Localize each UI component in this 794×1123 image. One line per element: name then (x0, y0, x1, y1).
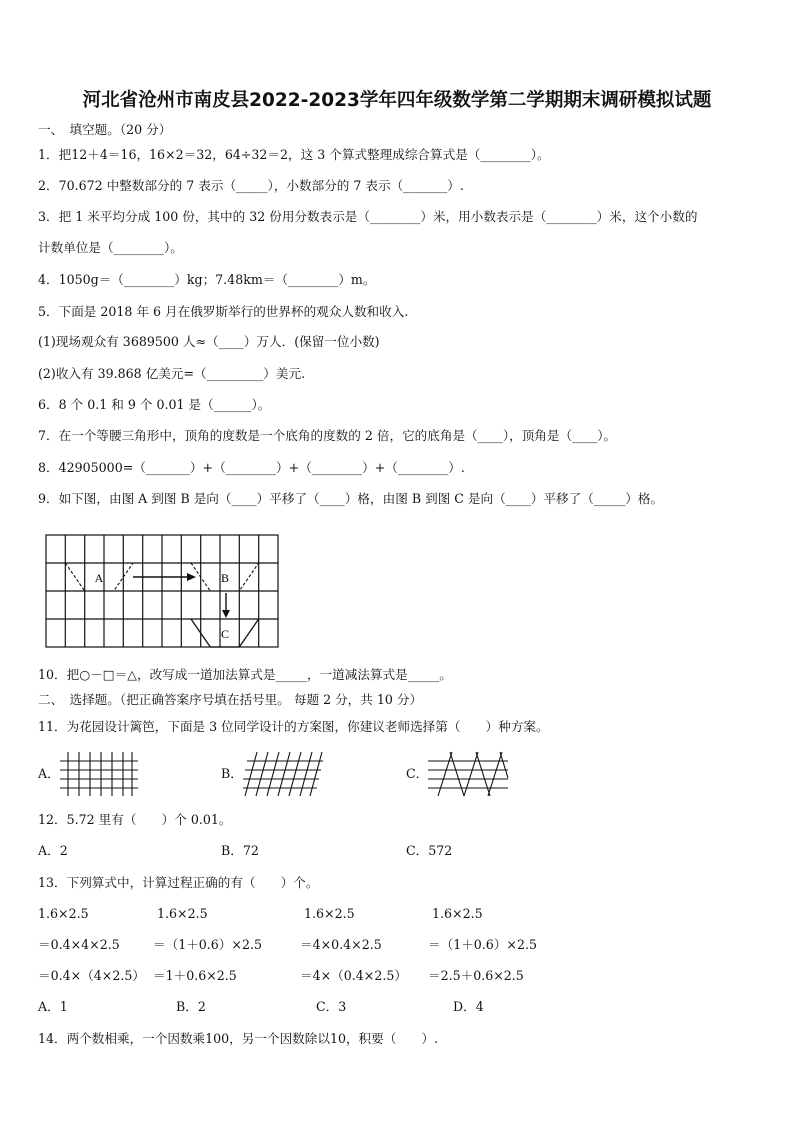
q13-calc-3-line-1: 1.6×2.5 (304, 906, 355, 921)
question-5-part-2: (2)收入有 39.868 亿美元=（_________）美元. (38, 366, 306, 381)
q13-calc-4-line-2: ＝（1＋0.6）×2.5 (428, 937, 537, 952)
q11-option-b-label: B． (221, 766, 243, 781)
q13-calc-2-line-2: ＝（1＋0.6）×2.5 (153, 937, 262, 952)
label-c: C (220, 627, 230, 641)
q13-calc-1-line-2: ＝0.4×4×2.5 (38, 937, 120, 952)
q11-option-c-label: C． (406, 766, 429, 781)
question-13: 13．下列算式中，计算过程正确的有（ ）个。 (38, 875, 319, 890)
q13-option-c: C．3 (316, 999, 347, 1014)
q13-calc-3-line-3: ＝4×（0.4×2.5） (300, 968, 407, 983)
fence-square-grid-icon (60, 752, 138, 796)
label-a: A (94, 571, 104, 585)
grid-lines (46, 535, 278, 647)
question-12: 12．5.72 里有（ ）个 0.01。 (38, 812, 232, 827)
question-1: 1．把12＋4＝16，16×2＝32，64÷32＝2，这 3 个算式整理成综合算式是（________）。 (38, 147, 550, 162)
question-3-line-2: 计数单位是（________）。 (38, 240, 183, 255)
question-3-line-1: 3．把 1 米平均分成 100 份，其中的 32 份用分数表示是（________）米，用小数表示是（________）米，这个小数的 (38, 209, 698, 224)
q13-calc-1-line-3: ＝0.4×（4×2.5） (38, 968, 145, 983)
arrow-down-head-icon (222, 610, 230, 618)
question-4: 4．1050g＝（________）kg；7.48km＝（________）m。 (38, 272, 376, 287)
q13-calc-3-line-2: ＝4×0.4×2.5 (300, 937, 382, 952)
q13-calc-4-line-1: 1.6×2.5 (432, 906, 483, 921)
q13-calc-1-line-1: 1.6×2.5 (38, 906, 89, 921)
question-14: 14．两个数相乘，一个因数乘100，另一个因数除以10，积要（ ）. (38, 1031, 439, 1046)
q12-option-a: A．2 (38, 843, 68, 858)
label-b: B (220, 571, 230, 585)
q13-calc-4-line-3: ＝2.5＋0.6×2.5 (428, 968, 524, 983)
question-7: 7．在一个等腰三角形中，顶角的度数是一个底角的度数的 2 倍，它的底角是（____），顶角是（____）。 (38, 428, 617, 443)
question-11: 11．为花园设计篱笆，下面是 3 位同学设计的方案图，你建议老师选择第（ ）种方案。 (38, 719, 549, 734)
arrow-right-head-icon (187, 573, 196, 581)
q12-option-c: C．572 (406, 843, 453, 858)
q13-calc-2-line-3: ＝1＋0.6×2.5 (153, 968, 237, 983)
question-8: 8．42905000=（_______）+（________）+（________）+（________）. (38, 460, 465, 475)
page-title: 河北省沧州市南皮县2022-2023学年四年级数学第二学期期末调研模拟试题 (82, 90, 712, 111)
q13-calc-2-line-1: 1.6×2.5 (157, 906, 208, 921)
fence-triangle-grid-icon (428, 752, 508, 796)
q11-option-a-label: A． (38, 766, 60, 781)
fence-parallelogram-grid-icon (243, 752, 323, 796)
q12-option-b: B．72 (221, 843, 259, 858)
question-2: 2．70.672 中整数部分的 7 表示（_____），小数部分的 7 表示（_______）. (38, 178, 464, 193)
q13-option-a: A．1 (38, 999, 68, 1014)
question-10: 10．把○－□＝△，改写成一道加法算式是_____，一道减法算式是_____。 (38, 667, 452, 682)
section-heading-multiple-choice: 二、 选择题。（把正确答案序号填在括号里。 每题 2 分，共 10 分） (38, 692, 423, 707)
question-5-part-1: (1)现场观众有 3689500 人≈（____）万人．(保留一位小数) (38, 334, 380, 349)
q13-option-b: B．2 (176, 999, 206, 1014)
section-heading-fill-blank: 一、 填空题。（20 分） (38, 122, 172, 137)
q13-option-d: D．4 (453, 999, 484, 1014)
question-5: 5．下面是 2018 年 6 月在俄罗斯举行的世界杯的观众人数和收入. (38, 304, 409, 319)
translation-grid-figure (46, 535, 280, 649)
question-6: 6．8 个 0.1 和 9 个 0.01 是（______）。 (38, 397, 271, 412)
question-9: 9．如下图，由图 A 到图 B 是向（____）平移了（____）格，由图 B 到图 C 是向（____）平移了（_____）格。 (38, 491, 664, 506)
